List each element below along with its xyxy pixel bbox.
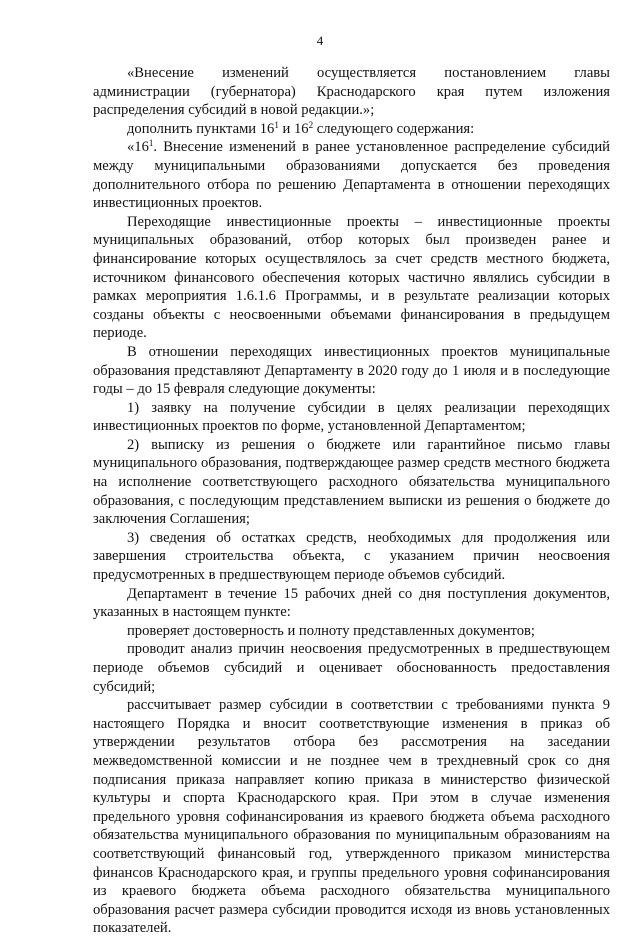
paragraph-2-text-c: следующего содержания: (313, 120, 475, 137)
superscript-2: 2 (308, 119, 314, 130)
paragraph-2-text-a: дополнить пунктами 16 (127, 120, 275, 137)
paragraph-5: В отношении переходящих инвестиционных проектов муниципальные образования представляют Департаменту в 2020 году до 1 июля и в последующие годы – до 15 февраля следующие документы: (93, 343, 610, 398)
paragraph-2-text-b: и 16 (278, 120, 309, 137)
paragraph-2 (93, 120, 610, 139)
superscript-1: 1 (274, 119, 279, 130)
paragraph-9: Департамент в течение 15 рабочих дней со дня поступления документов, указанных в настоящем пункте: (93, 585, 610, 621)
paragraph-1: «Внесение изменений осуществляется постановлением главы администрации (губернатора) Краснодарского края путем изложения распределения субсидий в новой редакции.»; (93, 65, 610, 119)
paragraph-10: проверяет достоверность и полноту представленных документов; (127, 622, 535, 639)
paragraph-6: 1) заявку на получение субсидии в целях реализации переходящих инвестиционных проектов по форме, установленной Департаментом; (93, 399, 610, 435)
paragraph-8: 3) сведения об остатках средств, необходимых для продолжения или завершения строительства объекта, с указанием причин неосвоения предусмотренных в предшествующем периоде объемов субсидий. (93, 529, 610, 584)
paragraph-3 (93, 138, 610, 212)
paragraph-4: Переходящие инвестиционные проекты – инвестиционные проекты муниципальных образований, отбор которых был произведен ранее и финансирование которых осуществлялось за счет средств местного бюджета, источником финансового обеспечения которых частично являлись субсидии в рамках мероприятия 1.6.1.6 Программы, и в результате реализации которых созданы объекты с неосвоенными объемами финансирования в предыдущем периоде. (93, 213, 610, 342)
document-body (93, 64, 610, 938)
paragraph-3-text-a: «16 (127, 139, 149, 156)
page-number: 4 (316, 33, 324, 48)
paragraph-11: проводит анализ причин неосвоения предусмотренных в предшествующем периоде объемов субсидий и оценивает обоснованность предоставления субсидий; (93, 641, 610, 695)
paragraph-3-text-b: . Внесение изменений в ранее установленное распределение субсидий между муниципальными образованиями допускается без проведения дополнительного отбора по решению Департамента в отношении переходящих инвестиционных проектов. (93, 139, 610, 212)
paragraph-12: рассчитывает размер субсидии в соответствии с требованиями пункта 9 настоящего Порядка и вносит соответствующие изменения в приказ об утверждении результатов отбора без рассмотрения на заседании межведомственной комиссии и не позднее чем в трехдневный срок со дня подписания приказа направляет копию приказа в министерство физической культуры и спорта Краснодарского края. При этом в случае изменения предельного уровня софинансирования из краевого бюджета объема расходного обязательства муниципального образования по муниципальным образованиям на соответствующий финансовый год, утвержденного приказом министерства финансов Краснодарского края, и группы предельного уровня софинансирования из краевого бюджета объема расходного обязательства муниципального образования расчет размера субсидии проводится исходя из вновь установленных показателей. (93, 697, 610, 937)
paragraph-7: 2) выписку из решения о бюджете или гарантийное письмо главы муниципального образования, подтверждающее размер средств местного бюджета на исполнение соответствующего расходного обязательства муниципального образования, с последующим представлением выписки из решения о бюджете до заключения Соглашения; (93, 436, 610, 528)
superscript-3: 1 (148, 138, 154, 149)
